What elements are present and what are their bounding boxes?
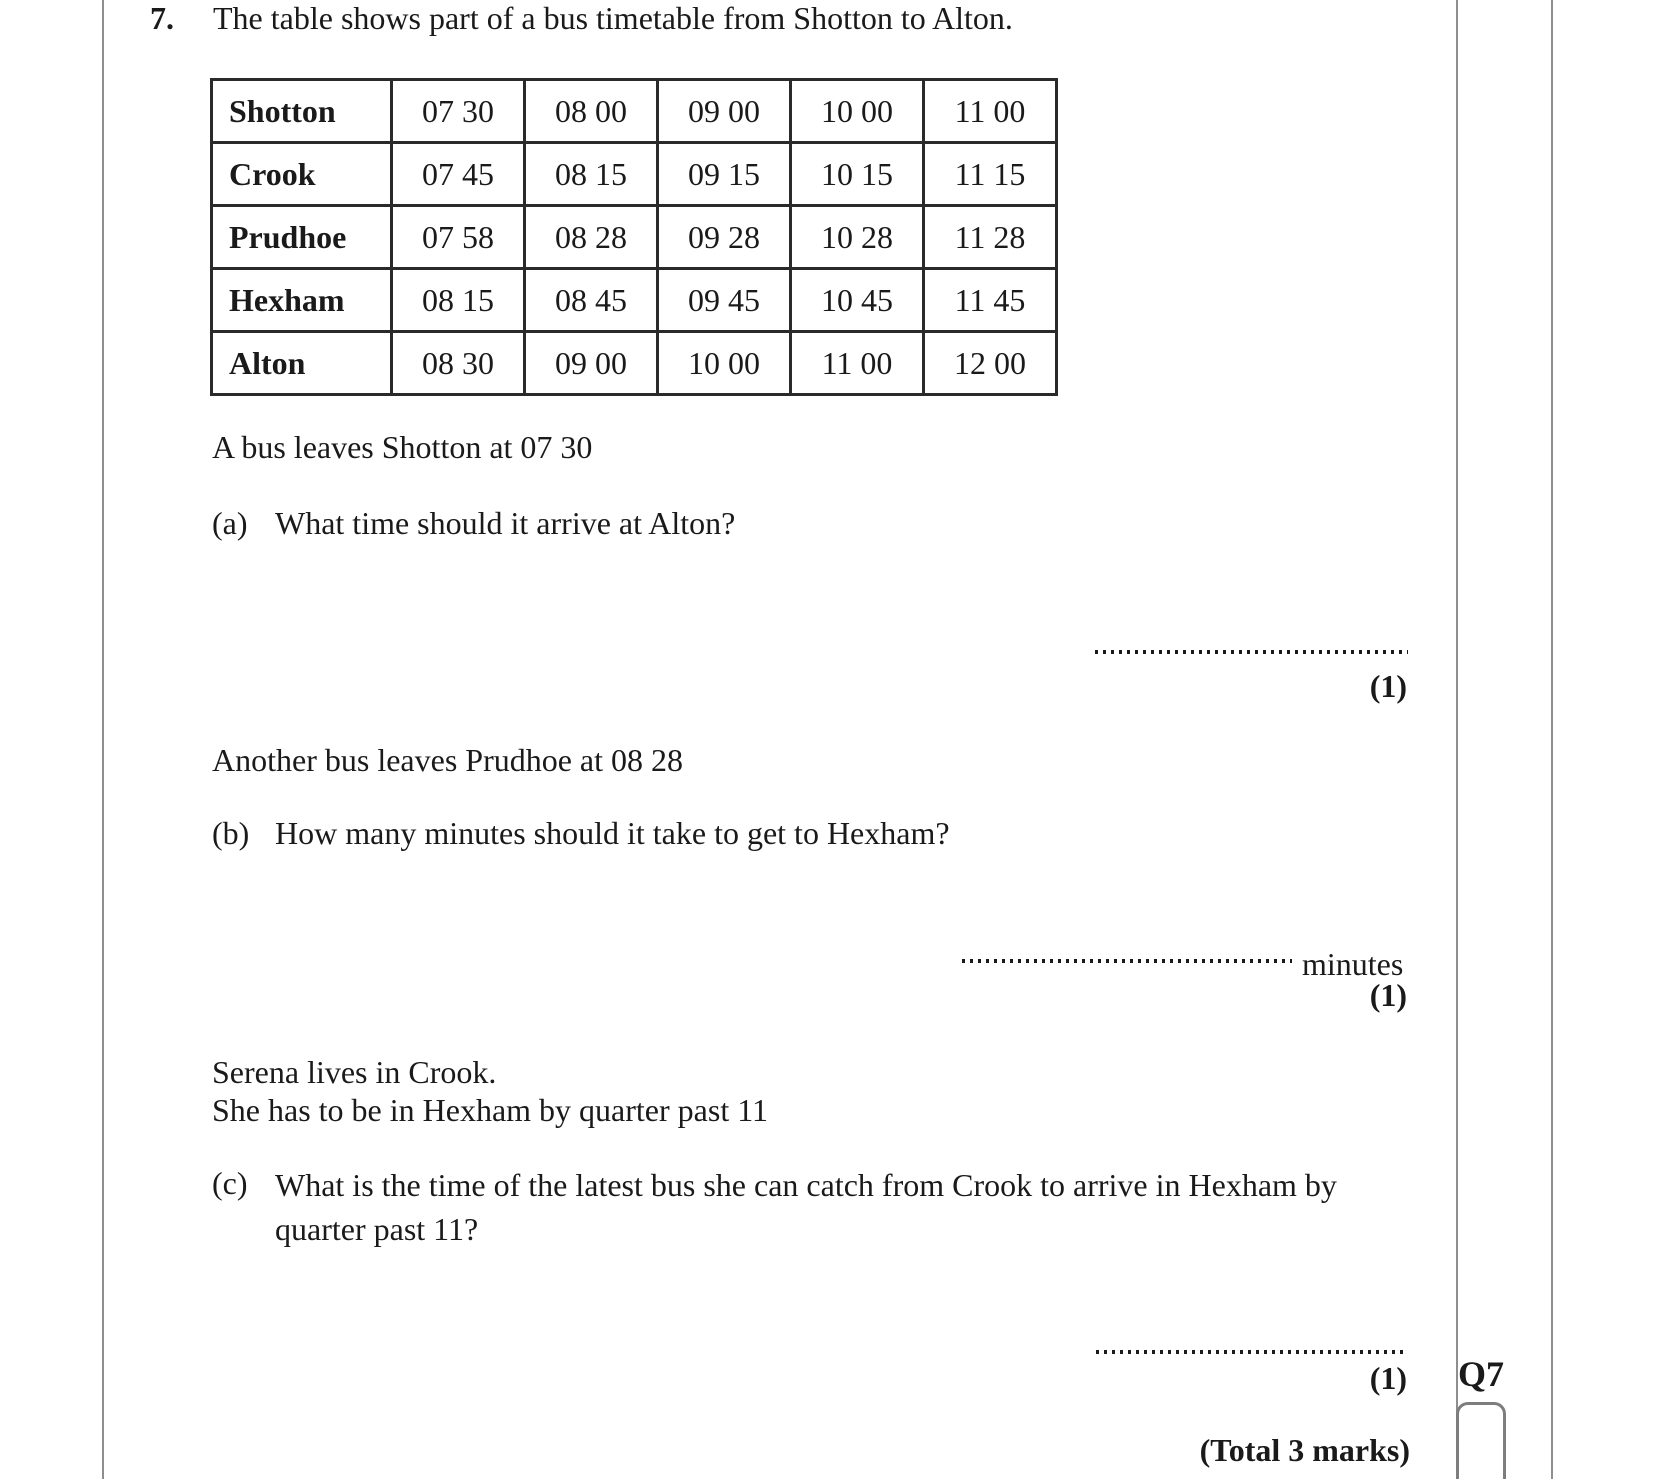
answer-line-b xyxy=(962,959,1292,963)
question-ref-label: Q7 xyxy=(1458,1354,1505,1394)
time-cell: 11 15 xyxy=(924,143,1057,206)
part-b-unit-label: minutes xyxy=(1302,946,1404,982)
question-number: 7. xyxy=(150,0,174,36)
time-cell: 11 45 xyxy=(924,269,1057,332)
time-cell: 10 15 xyxy=(791,143,924,206)
time-cell: 10 45 xyxy=(791,269,924,332)
table-row xyxy=(212,80,1057,143)
time-cell: 07 30 xyxy=(392,80,525,143)
time-cell: 11 00 xyxy=(791,332,924,395)
time-cell: 10 28 xyxy=(791,206,924,269)
part-c-label: (c) xyxy=(212,1165,248,1201)
table-row xyxy=(212,143,1057,206)
time-cell: 07 58 xyxy=(392,206,525,269)
table-row xyxy=(212,269,1057,332)
time-cell: 11 00 xyxy=(924,80,1057,143)
part-b-marks: (1) xyxy=(1369,977,1407,1013)
part-b-label: (b) xyxy=(212,815,250,851)
total-marks-label: (Total 3 marks) xyxy=(1199,1432,1410,1468)
time-cell: 10 00 xyxy=(658,332,791,395)
time-cell: 09 00 xyxy=(525,332,658,395)
time-cell: 08 45 xyxy=(525,269,658,332)
station-cell: Prudhoe xyxy=(212,206,392,269)
time-cell: 08 00 xyxy=(525,80,658,143)
part-c-context-line2: She has to be in Hexham by quarter past 11 xyxy=(212,1092,769,1128)
station-cell: Hexham xyxy=(212,269,392,332)
station-cell: Alton xyxy=(212,332,392,395)
part-c-question-line1: What is the time of the latest bus she can catch from Crook to arrive in Hexham by xyxy=(275,1167,1337,1203)
time-cell: 07 45 xyxy=(392,143,525,206)
answer-line-a xyxy=(1095,650,1408,654)
time-cell: 08 28 xyxy=(525,206,658,269)
time-cell: 09 28 xyxy=(658,206,791,269)
time-cell: 08 15 xyxy=(392,269,525,332)
part-c-marks: (1) xyxy=(1369,1360,1407,1396)
part-a-context: A bus leaves Shotton at 07 30 xyxy=(212,429,593,465)
table-row xyxy=(212,206,1057,269)
time-cell: 08 15 xyxy=(525,143,658,206)
part-b-question: How many minutes should it take to get to Hexham? xyxy=(275,815,950,851)
station-cell: Shotton xyxy=(212,80,392,143)
part-b-context: Another bus leaves Prudhoe at 08 28 xyxy=(212,742,684,778)
time-cell: 10 00 xyxy=(791,80,924,143)
time-cell: 12 00 xyxy=(924,332,1057,395)
part-c-question xyxy=(275,1163,1365,1251)
time-cell: 08 30 xyxy=(392,332,525,395)
part-a-question: What time should it arrive at Alton? xyxy=(275,505,736,541)
bus-timetable xyxy=(210,78,1058,396)
table-row xyxy=(212,332,1057,395)
station-cell: Crook xyxy=(212,143,392,206)
right-margin-rule-outer xyxy=(1551,0,1553,1479)
marker-score-box xyxy=(1456,1402,1506,1479)
part-a-marks: (1) xyxy=(1369,668,1407,704)
question-intro: The table shows part of a bus timetable from Shotton to Alton. xyxy=(213,0,1013,36)
part-c-question-line2: quarter past 11? xyxy=(275,1211,479,1247)
answer-line-c xyxy=(1096,1350,1408,1354)
left-margin-rule xyxy=(102,0,104,1479)
time-cell: 09 45 xyxy=(658,269,791,332)
time-cell: 11 28 xyxy=(924,206,1057,269)
time-cell: 09 15 xyxy=(658,143,791,206)
time-cell: 09 00 xyxy=(658,80,791,143)
right-margin-rule-inner xyxy=(1456,0,1458,1479)
part-a-label: (a) xyxy=(212,505,248,541)
part-c-context-line1: Serena lives in Crook. xyxy=(212,1054,497,1090)
